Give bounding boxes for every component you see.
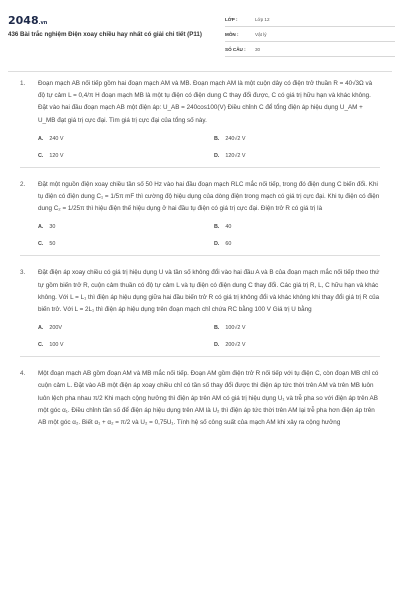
option-d[interactable] (214, 340, 245, 350)
answer-options (38, 134, 380, 162)
meta-row-count (225, 44, 395, 57)
option-c[interactable] (38, 239, 55, 249)
question-divider (20, 255, 380, 256)
option-key: A. (38, 325, 44, 332)
option-key: A. (38, 224, 44, 231)
question-3 (0, 267, 400, 351)
option-c[interactable] (38, 340, 64, 350)
option-value: 240√2 V (225, 135, 246, 142)
page-header (0, 0, 400, 60)
option-value: 60 (225, 241, 232, 248)
question-text: Đặt một nguồn điện xoay chiều tần số 50 Hz vào hai đầu đoạn mạch RLC mắc nối tiếp, trong đó điện dung C biến đổi. Khi tụ điện có điện dung C₁ = 1/5π mF thì cường độ hiệu dụng của dòng điện trong mạch có giá trị cực đại. Khi tụ điện có điện dung C₂ = 1/25π thì hiệu điện thế hiệu dụng ở hai đầu tụ điện có giá trị cực đại. Điện trở R có giá trị là (38, 180, 380, 213)
question-1 (0, 78, 400, 162)
option-value: 120 V (49, 152, 64, 159)
option-a[interactable] (38, 134, 64, 144)
option-b[interactable] (214, 134, 245, 144)
question-number: 2. (20, 180, 26, 188)
meta-value: Vật lý (255, 32, 267, 37)
option-b[interactable] (214, 323, 245, 333)
meta-row-subject (225, 29, 395, 42)
meta-key: LỚP : (225, 17, 238, 22)
question-divider (20, 356, 380, 357)
option-d[interactable] (214, 239, 231, 249)
question-number: 1. (20, 80, 26, 87)
option-a[interactable] (38, 323, 62, 333)
option-a[interactable] (38, 222, 55, 232)
option-key: B. (214, 224, 220, 231)
header-divider (8, 71, 392, 72)
meta-row-grade (225, 14, 395, 27)
answer-options (38, 222, 380, 250)
question-4 (0, 368, 400, 429)
option-value: 100√2 V (225, 325, 246, 332)
option-value: 30 (49, 224, 56, 231)
logo-suffix: .vn (38, 20, 48, 26)
option-value: 100 V (49, 342, 64, 349)
meta-value: 30 (255, 47, 261, 52)
meta-value: Lớp 12 (255, 17, 270, 22)
question-text: Đặt điện áp xoay chiều có giá trị hiệu dụng U và tần số không đổi vào hai đầu A và B của đoạn mạch mắc nối tiếp theo thứ tự gồm biến trở R, cuộn cảm thuần có độ tự cảm L và tụ điện có điện dung C thay đổi. Các giá trị R, L, C hữu hạn và khác không. Với L = L₁ thì điện áp hiệu dụng giữa hai đầu biến trở R có giá trị không đổi và khác không khi thay đổi giá trị R của biến trở. Với L = 2L₁ thì điện áp hiệu dụng trên đoạn mạch chỉ chứa RC bằng 100 V Giá trị U bằng (38, 269, 380, 314)
option-key: B. (214, 325, 220, 332)
option-key: C. (38, 342, 44, 349)
option-key: D. (214, 241, 220, 248)
option-key: D. (214, 152, 220, 159)
option-key: C. (38, 241, 44, 248)
option-value: 200√2 V (225, 342, 246, 349)
option-key: B. (214, 135, 220, 142)
option-d[interactable] (214, 151, 245, 161)
question-text: Một đoạn mạch AB gồm đoạn AM và MB mắc nối tiếp. Đoạn AM gồm điện trở R nối tiếp với tụ điện C, còn đoạn MB chỉ có cuộn cảm L. Đặt vào AB một điện áp xoay chiều chỉ có tần số thay đổi được thì điện áp tức thời trên AM và trên MB luôn luôn lệch pha nhau π/2 Khi mạch cộng hưởng thì điện áp trên AM có giá trị hiệu dụng U₁ và trễ pha so với điện áp trên AB một góc α₁. Điều chỉnh tần số để điện áp hiệu dụng trên AM là U₂ thì điện áp tức thời trên AM lại trễ pha hơn điện áp trên AB một góc α₂. Biết α₁ + α₂ = π/2 và U₂ = 0,75U₁. Tính hệ số công suất của mạch AM khi xảy ra cộng hưởng (38, 370, 379, 427)
option-value: 240 V (49, 135, 64, 142)
option-value: 120√2 V (225, 152, 246, 159)
answer-options (38, 323, 380, 351)
option-b[interactable] (214, 222, 231, 232)
question-divider (20, 167, 380, 168)
logo-text: 2048 (8, 14, 39, 27)
question-number: 4. (20, 370, 26, 378)
option-c[interactable] (38, 151, 64, 161)
option-value: 200V (49, 325, 62, 332)
option-key: C. (38, 152, 44, 159)
question-list (0, 78, 400, 429)
site-logo[interactable] (8, 14, 47, 27)
option-value: 40 (225, 224, 232, 231)
question-2 (0, 179, 400, 251)
question-number: 3. (20, 269, 26, 277)
meta-key: MÔN : (225, 32, 239, 37)
question-text: Đoạn mạch AB nối tiếp gồm hai đoạn mạch AM và MB. Đoạn mạch AM là một cuộn dây có điện trở thuần R = 40√3Ω và độ tự cảm L = 0,4/π H đoạn mạch MB là một tụ điện có điện dung C thay đổi được, C có giá trị hữu hạn và khác không. Đặt vào hai đầu đoạn mạch AB một điện áp: U_AB = 240cos100(V) Điều chỉnh C để tổng điện áp hiệu dụng U_AM + U_MB đạt giá trị cực đại. Tìm giá trị cực đại của tổng số này. (38, 80, 373, 124)
meta-key: SỐ CÂU : (225, 47, 246, 52)
option-key: A. (38, 135, 44, 142)
option-value: 50 (49, 241, 56, 248)
document-title: 436 Bài trắc nghiệm Điện xoay chiều hay nhất có giải chi tiết (P11) (8, 31, 202, 38)
meta-panel (225, 14, 395, 59)
option-key: D. (214, 342, 220, 349)
